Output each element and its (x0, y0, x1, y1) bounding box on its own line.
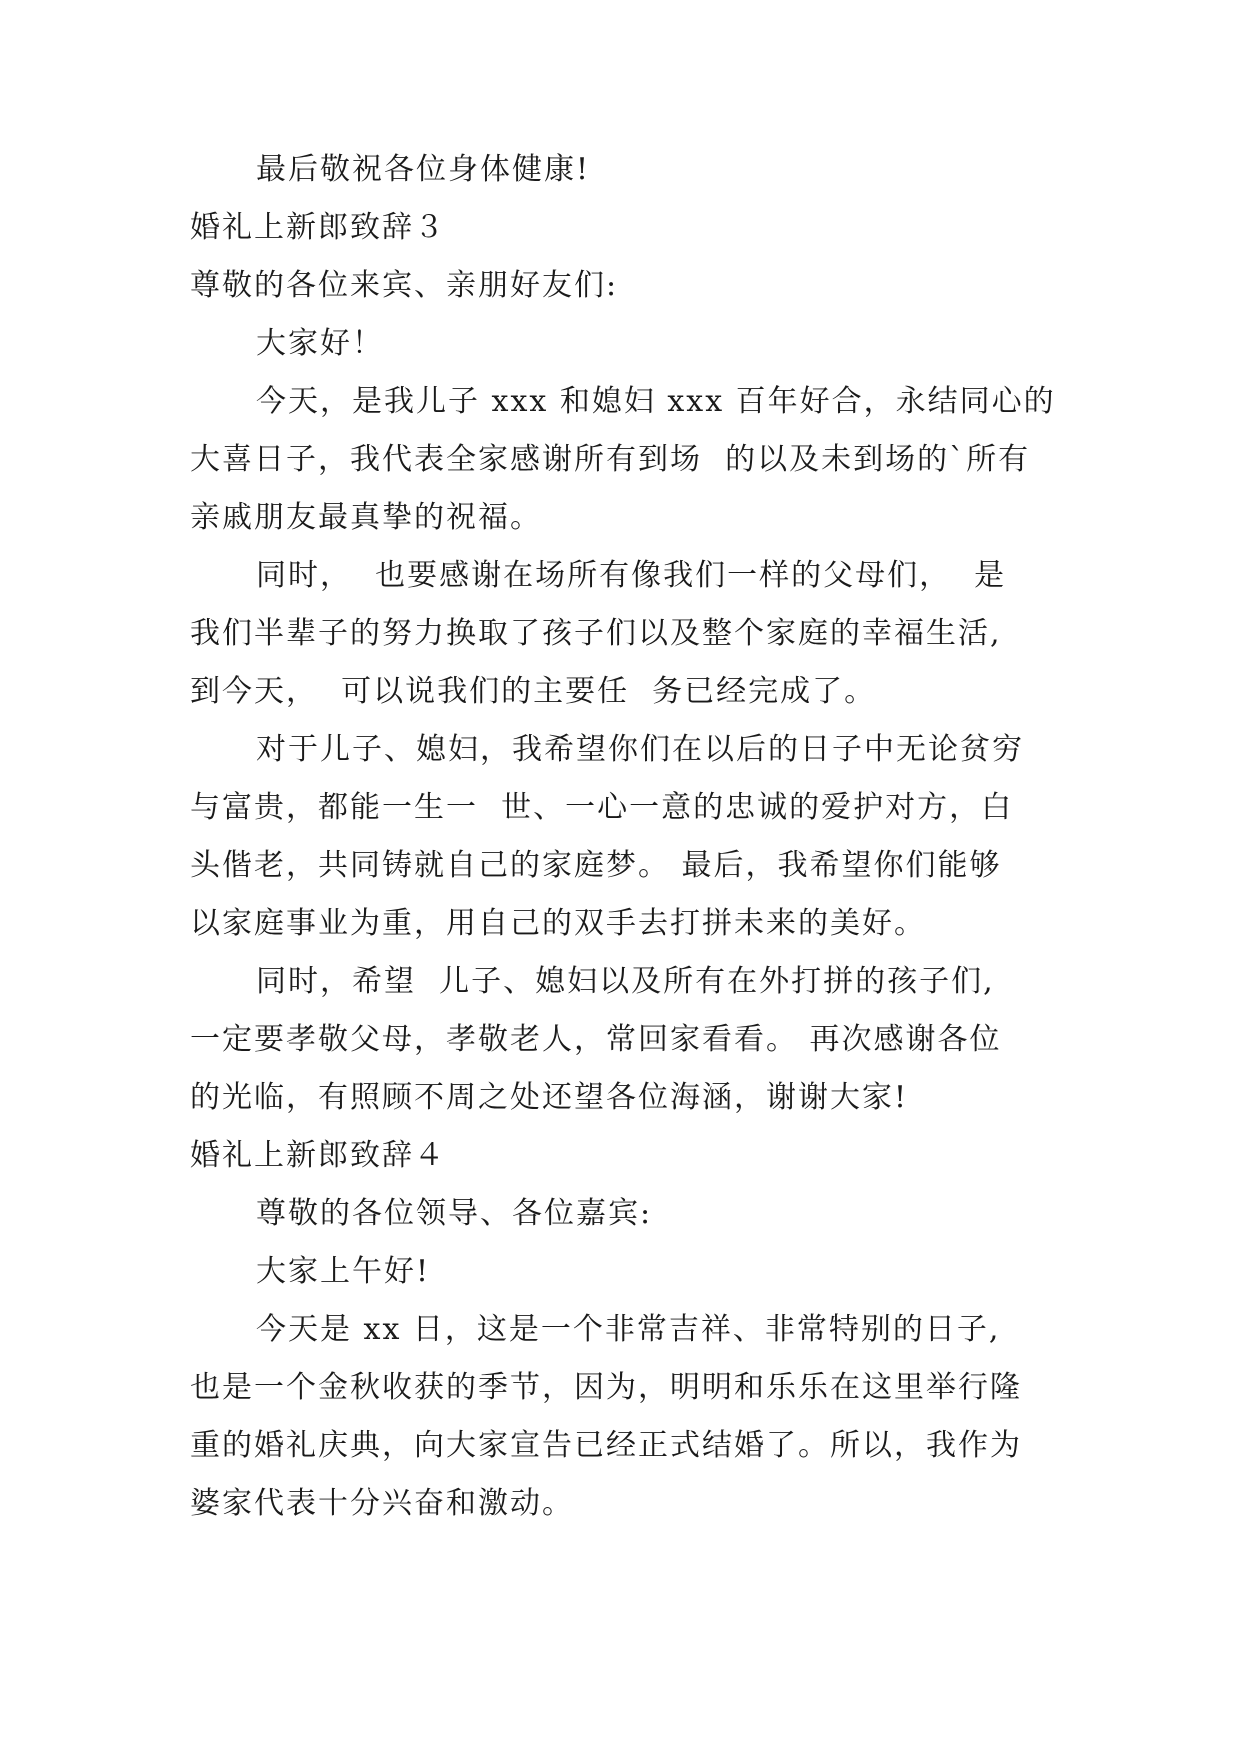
paragraph-line: 亲戚朋友最真挚的祝福。 (190, 500, 542, 535)
paragraph-line: 我们半辈子的努力换取了孩子们以及整个家庭的幸福生活, (190, 616, 1002, 651)
paragraph-line: 同时， 也要感谢在场所有像我们一样的父母们， 是 (256, 558, 1007, 593)
paragraph-line: 的光临，有照顾不周之处还望各位海涵，谢谢大家! (190, 1080, 909, 1115)
salutation-line: 尊敬的各位来宾、亲朋好友们: (190, 268, 619, 303)
section-heading-4: 婚礼上新郎致辞４ (190, 1138, 446, 1173)
paragraph-line: 到今天， 可以说我们的主要任 务已经完成了。 (190, 674, 877, 709)
paragraph-line: 头偕老，共同铸就自己的家庭梦。 最后，我希望你们能够 (190, 848, 1002, 883)
paragraph-line: 以家庭事业为重，用自己的双手去打拼未来的美好。 (190, 906, 926, 941)
paragraph-line: 今天是 xx 日，这是一个非常吉祥、非常特别的日子, (256, 1312, 1001, 1347)
paragraph-line: 今天，是我儿子 xxx 和媳妇 xxx 百年好合，永结同心的 (256, 384, 1056, 419)
closing-wish-line: 最后敬祝各位身体健康! (256, 152, 591, 187)
paragraph-line: 大喜日子，我代表全家感谢所有到场 的以及未到场的`所有 (190, 442, 1031, 477)
paragraph-line: 重的婚礼庆典，向大家宣告已经正式结婚了。所以，我作为 (190, 1428, 1022, 1463)
greeting-line: 大家好！ (256, 326, 384, 361)
paragraph-line: 一定要孝敬父母，孝敬老人，常回家看看。 再次感谢各位 (190, 1022, 1002, 1057)
paragraph-line: 与富贵，都能一生一 世、一心一意的忠诚的爱护对方，白 (190, 790, 1014, 825)
section-heading-3: 婚礼上新郎致辞３ (190, 210, 446, 245)
paragraph-line: 婆家代表十分兴奋和激动。 (190, 1486, 574, 1521)
paragraph-line: 对于儿子、媳妇，我希望你们在以后的日子中无论贫穷 (256, 732, 1024, 767)
paragraph-line: 同时，希望 儿子、媳妇以及所有在外打拼的孩子们, (256, 964, 995, 999)
paragraph-line: 也是一个金秋收获的季节，因为，明明和乐乐在这里举行隆 (190, 1370, 1022, 1405)
salutation-line: 尊敬的各位领导、各位嘉宾: (256, 1196, 653, 1231)
greeting-line: 大家上午好! (256, 1254, 431, 1289)
